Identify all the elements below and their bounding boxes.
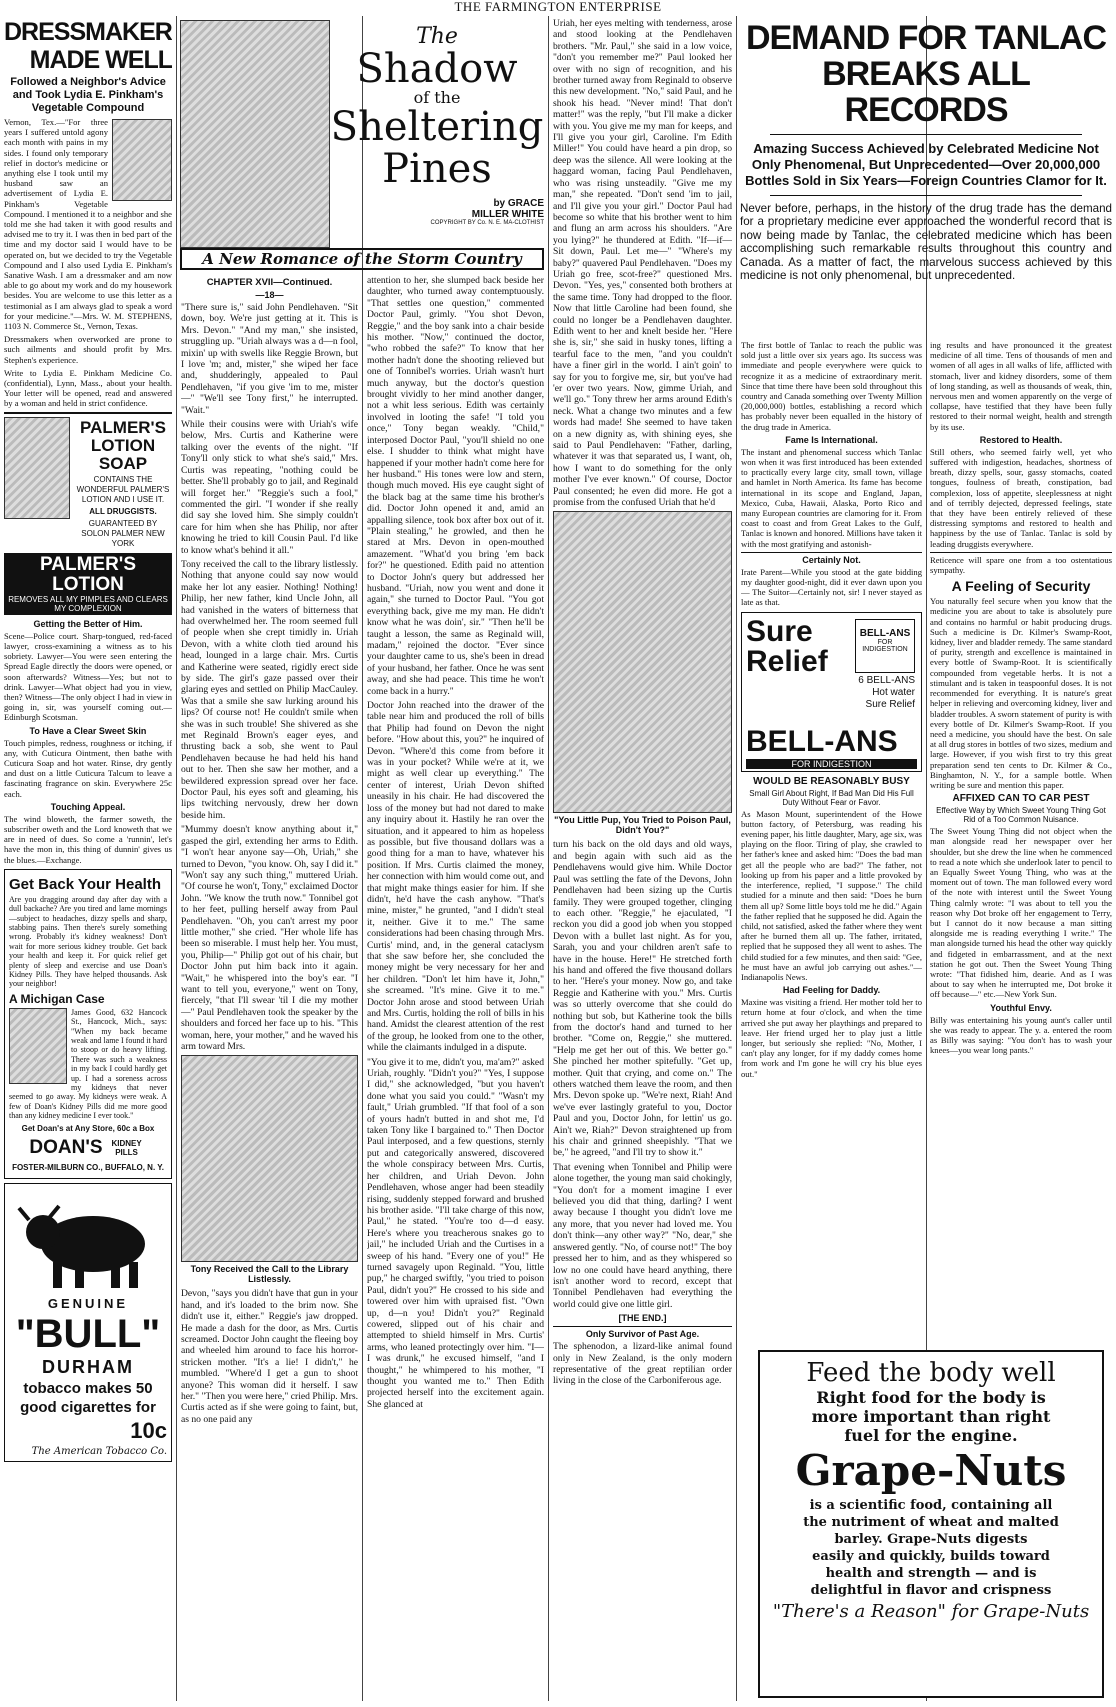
byline: by GRACE MILLER WHITE [471, 198, 544, 220]
ad-body: Dressmakers when overworked are prone to such ailments and should profit by Mrs. Stephen's experience. [4, 334, 172, 365]
bull-price: 10c [130, 1417, 167, 1443]
story-paragraph: Doctor John reached into the drawer of the table near him and produced the roll of bills that Philip had found on Devon the night before. "How about this, you?" he inquired of Devon. "Where'd this come from before it was in your pocket? While we're at it, we might as well clear up everything." The center of interest, Uriah Devon shifted uneasily in his chair. He had discovered the loss of the money but had not dared to make any inquiry about it. Hastily he ran over the situation, and it appeared to him as hopeless as possible, but five thousand dollars was a good thing for a man to have, whatever his position. If Mrs. Curtis claimed the money, her connection with him would come out, and that might make things easier for him. If she didn't, he'd have the cash anyhow. "That's mine, mister," he grunted, "and I didn't steal it, neither. Give it to me." The same considerations had been chasing through Mrs. Curtis' mind, and, in the general cataclysm that she saw before her, she concluded the money might be very necessary for her and her children. "Don't let him have it, John," she screamed. "It's mine. Give it to me." Doctor John arose and stood between Uriah and Mrs. Curtis, holding the roll of bills in his hand. Amidst the clearest attention of the rest of the group, he looked from one to the other, while the claimants indulged in a dispute. [367, 700, 544, 1054]
grape-text: Right food for the body is [816, 1388, 1046, 1407]
ad-line: Get Doan's at Any Store, 60c a Box [21, 1123, 155, 1133]
package-label: BELL-ANS [859, 627, 911, 639]
ad-body: James Good, 632 Hancock St., Hancock, Mich., says: "When my back became weak and lame I found it hard to stoop or do heavy lifting. There was such a weakness in my back I could hardly get up. I had a soreness across my kidneys that never seemed to go away. My kidneys were weak. A few of Doan's Kidney Pills did me more good than any kidney medicine I ever took." [9, 1007, 167, 1121]
ad-headline: MADE WELL [29, 46, 172, 74]
article-body: As Mason Mount, superintendent of the Howe button factory, of Petersburg, was reading his evening paper, his little daughter, Mary, age six, was playing on the floor. Tiring of play, she crawled to her father's knee and asked him: "Does the bad man get all the people who are bad?" The father, not looking up from his paper and a little provoked by the interference, replied, "I suppose." The child studied for a minute and then said: "Does he burn them all up? Some little boys told me he did." Again the father replied that he supposed he did. Again the child, not satisfied, asked the father where they went after he burned them all up. The father, irritated, replied that he supposed they all went to ashes. The child studied for a few minutes, and then said: "Gee, he must have an awful job carrying out ashes."—Indianapolis News. [741, 808, 922, 982]
story-end: [THE END.] [618, 1313, 667, 1324]
article-body: Touch pimples, redness, roughness or itching, if any, with Cuticura Ointment, then bathe with Cuticura Soap and hot water. Rinse, dry gently and dust on a little Cuticura Talcum to leave a fascinating fragrance on skin. Everywhere 25c each. [4, 737, 172, 799]
ad-body: Write to Lydia E. Pinkham Medicine Co. (confidential), Lynn, Mass., about your health. Your letter will be opened, read and answered by a woman and held in strict confidence. [4, 367, 172, 409]
ad-headline: Get Back Your Health [9, 875, 161, 893]
ad-subheadline: A Michigan Case [9, 991, 105, 1006]
article-body: The Sweet Young Thing did not object when the man alongside read her newspaper over her shoulder, but she drew the line when he commenced to read a note which she underlook later to pencil to an Equally Sweet Young Thing, who was at the moment out of town. The man followed every word of the note with interest until the Sweet Young Thing calmly wrote: "I was about to tell you the reason why Dot broke off her engagement to Terry, but I cannot do it now because a man sitting alongside me is reading everything I write." The man alongside turned his head the other way quickly and fidgeted in embarrassment, and at the next station he got out. Then the Sweet Young Thing wrote: "That fidished him, dearie. And as I was about to say when he interrupted me, Dot broke it off because—" etc.—New York Sun. [930, 826, 1112, 1000]
article-title: A Feeling of Security [951, 578, 1091, 595]
story-paragraph: attention to her, she slumped back beside her daughter, who turned away contemptuously. "That settles one question," commented Doctor Paul, grimly. "You shot Devon, Reggie," and the boy sank into a chair beside his mother. "Now," continued the doctor, "who robbed the safe?" To know that her mother hadn't done the shooting relieved but one of Tonnibel's worries. Uriah wasn't hurt much anyway, but the doctor's question brought vividly to her mind another danger, not a whit less serious. Edith was certainly involved in looting the safe! "I told you once," Tony began weakly. "Child," interposed Doctor Paul, "you'll shield no one else. I shudder to think what might have happened if your mother hadn't come here for her husband." His tones were low and stern, though much moved. His eye caught sight of the black bag at the same time his brother's did. Doctor John opened it and, amid an appalling silence, took box after box out of it. "Plain stealing," he growled, and then he stared at Mrs. Devon in open-mouthed amazement. "What'd you bring 'em back for?" he questioned. Edith paid no attention to Doctor John's query but addressed her husband. "Uriah, now you went and done it again," she turned to Doctor Paul. "You got everything back, give me my man. He didn't know what he was doin', sir." "Then he'll be taught a lesson, the same as Reginald will, madam," rejoined the doctor. "Ever since your daughter came to us, she's been in dread of your husband, her father. Once he was sent away, and she had peace. This time he won't come back in a hurry." [367, 275, 544, 697]
article-subhead: Small Girl About Right, If Bad Man Did His Full Duty Without Fear or Favor. [749, 788, 914, 807]
package-label: FOR INDIGESTION [862, 638, 908, 653]
bull-genuine: GENUINE [47, 1295, 129, 1311]
brand-name: DOAN'S [29, 1136, 103, 1158]
article-body: Reticence will spare one from a too ostentatious sympathy. [930, 554, 1112, 576]
story-title: of the [413, 88, 461, 107]
bellans-headline: Relief [746, 644, 828, 678]
palmer-banner-sub: REMOVES ALL MY PIMPLES AND CLEARS MY COMPLEXION [8, 594, 168, 613]
story-banner: A New Romance of the Storm Country [180, 248, 544, 270]
story-paragraph: Uriah, her eyes melting with tenderness, arose and stood looking at the Pendlehaven brothers. "Mr. Paul," she said in a low voice, "don't you remember me?" Paul looked her over with no sign of recognition, and his brother turned away from Reginald to observe this new development. "No," said Paul, and he shook his head. "Never mind! That don't matter!" was the reply, "but I'll make a dicker with you. You give me my man for keeps, and I'll give you your girl, Caroline. I'm Edith Miller!" You could have heard a pin drop, so deep was the silence. All were looking at the haggard woman, facing Paul Pendlehaven, who was rising unsteadily. "Give me my man," she repeated. "Don't send 'im to jail, and I'll give you your girl." Doctor Paul had become so white that his brother went to him and flung an arm across his shoulders. "Are you lying?" he thundered at Edith. "If—if— Sit down, Paul. Let me—" "Where's my baby?" quavered Paul Pendlehaven. "Does my Uriah go free, scot-free?" questioned Mrs. Devon. "Yes, yes," consented both brothers at the same time. Tony had dropped to the floor. Now that little Caroline had been found, she could no longer be a Pendlehaven daughter. Edith went to her and knelt beside her. "Here she is, sir," she said in husky tones, lifting a tearful face to the men, "and you couldn't have a finer girl in the world. I ain't goin' to say for you to forgive me, sir, but you've had 'er over two years. Now, gimme Uriah, and we'll go." Tony threw her arms around Edith's neck. What a change two minutes and a few words had made! She seemed to have taken on a new dignity as, with shining eyes, she said to Paul Pendlehaven: "Father, darling, whatever it was that separated us, I want, oh, how I want to do something for the only mother I've ever known." Of course, Doctor Paul consented; he even did more. He got a promise from the confused Uriah that he'd [553, 18, 732, 509]
article-body: The sphenodon, a lizard-like animal found only in New Zealand, is the only modern representative of the great reptilian order living in the close of the Carboniferous age. [553, 1341, 732, 1387]
story-title: Pines [382, 146, 492, 192]
grape-text: the nutriment of wheat and malted [803, 1515, 1059, 1530]
palmer-banner: PALMER'S LOTION [39, 553, 136, 595]
grape-tagline: "There's a Reason" for Grape-Nuts [772, 1601, 1090, 1622]
company-signature: The American Tobacco Co. [31, 1445, 167, 1457]
article-body: The instant and phenomenal success which Tanlac won when it was first introduced has been extended to practically every large city, small town, village and hamlet in North America. Its fame has become international in its scope and England, Japan, Mexico, Cuba, Hawaii, Alaska, Porto Rico and many European countries are clamoring for it. From coast to coast and from Great Lakes to the Gulf, Tanlac is known and honored. Millions have taken it with the most gratifying and astonish- [741, 446, 922, 549]
tanlac-headline: DEMAND FOR TANLAC [745, 20, 1107, 57]
pines-illustration [180, 20, 330, 248]
article-body: Irate Parent—While you stood at the gate bidding my daughter good-night, did it ever dawn upon you— The Suitor—Certainly not, sir! I never stayed as late as that. [741, 566, 922, 608]
column-3 [367, 275, 544, 1703]
column-4 [553, 18, 732, 1703]
palmer-text: GUARANTEED BY SOLON PALMER NEW YORK [81, 518, 165, 548]
portrait-illustration [112, 119, 172, 201]
article-body: Scene—Police court. Sharp-tongued, red-faced lawyer, cross-examining a witness as to his sobriety. Lawyer—You were seen entering the Spread Eagle directly the doors were opened, or soon afterwards? Witness—Yes; but not to drink. Lawyer—What object had you in view, then? Witness—The only object I had in view in going in, sir, was yourself coming out.—Edinburgh Scotsman. [4, 630, 172, 723]
grape-text: barley. Grape-Nuts digests [834, 1532, 1028, 1547]
article-subhead: Restored to Health. [979, 434, 1063, 445]
story-title: Shadow [356, 46, 518, 92]
column-rule [176, 16, 177, 1701]
story-paragraph: Devon, "says you didn't have that gun in your hand, and it's loaded to the brim now. She didn't use it, either." Reggie's jaw dropped. He made a dash for the door, as Mrs. Curtis screamed. Doctor John caught the fleeing boy and wheeled him around to face his horror-stricken mother. "It's a lie! I didn't," he mumbled. "Where'd I get a gun to shoot anyone? This woman did it herself. I saw her." "Then you were here," cried Philip. Mrs. Curtis acted as if she were going to faint, but, as no one paid any [181, 1288, 358, 1425]
man-illustration [9, 1008, 67, 1084]
article-body: ing results and have pronounced it the greatest medicine of all time. Tens of thousands of men and women of all ages in all walks of life, afflicted with stomach, liver and kidney disorders, some of them of long standing, as well as thousands of weak, thin, nervous men and women apparently on the verge of collapse, have testified that they have been fully restored to their normal weight, health and strength by its use. [930, 340, 1112, 432]
article-title: Only Survivor of Past Age. [585, 1329, 700, 1340]
pinkham-ad [4, 18, 172, 409]
column-2 [181, 275, 358, 1703]
masthead: THE FARMINGTON ENTERPRISE [454, 0, 662, 14]
story-paragraph: Tony received the call to the library listlessly. Nothing that anyone could say now would make her lot any easier. Nothing! Nothing! Philip, her new father, kind Uncle John, all had vanished in the waters of bitterness that had overwhelmed her. The room seemed full of people when she crept timidly in. Uriah Devon, with a white cloth tied around his head, lounged in a large chair. Mrs. Curtis and Katherine were seated, rigidly erect side by side. The girl's gaze passed over their glaring eyes and settled on Philip MacCauley. Was that a smile she saw lurking around his lips? Of course not! He couldn't smile when she was in such trouble! She shivered as she met Reginald Brown's eager eyes, and thrusting back a sob, she went to Paul Pendlehaven because he had held his hand out to her. Then she saw her mother, and a bewildered expression spread over her face. Doctor Paul, his eyes soft and gleaming, his lips twitching nervously, drew her down beside him. [181, 558, 358, 821]
ad-subheadline: Followed a Neighbor's Advice and Took Lydia E. Pinkham's Vegetable Compound [10, 76, 166, 114]
palmer-text: CONTAINS THE WONDERFUL PALMER'S LOTION AND I USE IT. [76, 474, 170, 504]
grape-headline: Feed the body well [806, 1358, 1056, 1388]
illustration-caption: Tony Received the Call to the Library Listlessly. [190, 1264, 349, 1285]
article-body: You naturally feel secure when you know that the medicine you are about to take is absolutely pure and contains no harmful or habit producing drugs. Such a medicine is Dr. Kilmer's Swamp-Root, kidney, liver and bladder remedy. The same standard of purity, strength and excellence is maintained in every bottle of Swamp-Root. It is scientifically compounded from vegetable herbs. It is not a stimulant and is taken in teaspoonful doses. It is not recommended for everything. It is nature's great helper in relieving and overcoming kidney, liver and bladder troubles. A sworn statement of purity is with every bottle of Dr. Kilmer's Swamp-Root. If you need a medicine, you should have the best. On sale at all drug stores in bottles of two sizes, medium and large. However, if you wish first to try this great preparation send ten cents to Dr. Kilmer & Co., Binghamton, N. Y., for a sample bottle. When writing be sure and mention this paper. [930, 596, 1112, 790]
column-1 [4, 18, 172, 1703]
article-subhead: Effective Way by Which Sweet Young Thing Got Rid of a Too Common Nuisance. [936, 806, 1106, 825]
article-title: Certainly Not. [802, 554, 861, 565]
story-header [180, 20, 544, 270]
story-title: Sheltering [330, 104, 544, 150]
grape-text: health and strength — and is [825, 1566, 1037, 1581]
bellans-package [855, 619, 915, 673]
tanlac-header [740, 20, 1112, 338]
palmer-ad [4, 412, 172, 615]
column-rule [736, 16, 737, 1701]
story-paragraph: "Mummy doesn't know anything about it," gasped the girl, extending her arms to Edith. "I won't hear anyone say—Oh, Uriah," she turned to Devon, "you know. Oh, say I did it." "Won't say any such thing," muttered Uriah. "Of course he won't, Tony," exclaimed Doctor John. "We know the truth now." Tonnibel got to her feet, pulling herself away from Paul Pendlehaven. "Oh, you can't arrest my poor little mother," she cried. "Her whole life has been so miserable. I must help her. You must, you, Philip—" Philip got out of his chair, but Doctor John put him back into it again. "Wait," he whispered into the boy's ear. "I want to tell you, everyone," went on Tony, fiercely, "that I'll swear 'til I die my mother—" Paul Pendlehaven took the speaker by the shoulders and forced her face up to his. "This woman, here, your mother," and he waved his arm toward Mrs. [181, 824, 358, 1052]
chapter-heading: CHAPTER XVII—Continued. [206, 277, 333, 288]
grape-text: delightful in flavor and crispness [810, 1583, 1052, 1598]
article-title: Youthful Envy. [990, 1002, 1052, 1013]
bull-name: "BULL" [15, 1311, 161, 1356]
bellans-text: 6 BELL-ANS [858, 674, 915, 686]
article-body: Billy was entertaining his young aunt's caller until she was ready to appear. The y. a. entered the room as Billy was saying: "You don't has to wash your knees—you wear long pants." [930, 1014, 1112, 1056]
company-name: FOSTER-MILBURN CO., BUFFALO, N. Y. [12, 1162, 164, 1172]
illustration-caption: "You Little Pup, You Tried to Poison Paul, Didn't You?" [554, 815, 731, 836]
grape-text: easily and quickly, builds toward [812, 1549, 1050, 1564]
tanlac-lead: Never before, perhaps, in the history of the drug trade has the demand for a proprietary medicine ever approached the wonderful record that is now being made by Tanlac, the celebrated medicine which has been accomplishing such remarkable results throughout this country and Canada. As a matter of fact, the marvelous success achieved by this medicine is not only phenomenal, but unprecedented. [740, 202, 1112, 283]
bull-durham-ad [4, 1183, 172, 1462]
article-title: Touching Appeal. [50, 801, 126, 812]
bull-tagline: good cigarettes for [20, 1398, 156, 1416]
article-body: The wind bloweth, the farmer soweth, the subscriber oweth and the Lord knoweth that we are in need of dues. So come a 'runnin', let's have the mon in, this thing of dunnin' gives us the blues.—Exchange. [4, 813, 172, 865]
article-body: The first bottle of Tanlac to reach the public was sold just a little over six years ago. Its success was immediate and people everywhere were quick to recognize it as a medicine of extraordinary merit. Since that time there have been sold throughout this country and Canada something over Twenty Million (20,000,000) bottles, establishing a record which has probably never been equalled in the history of the drug trade in America. [741, 340, 922, 432]
bull-durham: DURHAM [42, 1356, 134, 1377]
story-title: The [416, 24, 458, 49]
article-title: Had Feeling for Daddy. [782, 985, 881, 996]
bellans-brand: BELL-ANS [746, 724, 898, 758]
column-rule [548, 16, 549, 1701]
story-paragraph: "There sure is," said John Pendlehaven. "Sit down, boy. We're just getting at it. This is Mrs. Devon." "And my man," she insisted, struggling up. "Uriah always was a d—n fool, mixin' up with swells like Reggie Brown, but I love 'm; and, mister," she wiped her face and, shudderingly, appealed to Paul Pendlehaven, "if you give 'im to me, mister—" "We'll see Tony first," he interrupted. "Wait." [181, 302, 358, 416]
bellans-ad [741, 612, 922, 772]
library-illustration [181, 1055, 358, 1262]
grape-text: more important than right [811, 1407, 1051, 1426]
grape-brand: Grape-Nuts [795, 1446, 1067, 1495]
doans-ad [4, 869, 172, 1179]
story-paragraph: That evening when Tonnibel and Philip were alone together, the young man said chokingly, "You don't for a moment imagine I ever believed you did that thing, darling? I went away because I thought you didn't love me any more, that you never had loved me. You don't think—any other way?" "No, dear," she answered gently. "No, of course not!" The boy pressed her to him, and as they whispered so low no one could have heard anything, there isn't another word to record, except that Tonnibel Pendlehaven had everything the world could give one little girl. [553, 1161, 732, 1310]
bull-tagline: tobacco makes 50 [23, 1379, 153, 1397]
confrontation-illustration [553, 511, 732, 813]
article-subhead: Fame Is International. [785, 434, 878, 445]
bellans-text: Sure Relief [865, 698, 915, 710]
grape-text: is a scientific food, containing all [809, 1498, 1053, 1513]
bellans-banner: FOR INDIGESTION [746, 759, 917, 769]
palmer-title: PALMER'S LOTION SOAP [80, 417, 166, 473]
story-paragraph: While their cousins were with Uriah's wife below, Mrs. Curtis and Katherine were talking over the events of the night. "If Tony'll only stick to what she's said," Mrs. Curtis was repeating, "nothing could be better. She'll probably go to jail, and Reginald will forget her." "Reggie's such a fool," commented the girl. "I wonder if she really did say she loved him. She simply couldn't care for him when she has Philip, nor after knowing he tried to kill Cousin Paul. I'd like to know what's behind it all." [181, 419, 358, 556]
grape-text: fuel for the engine. [844, 1426, 1018, 1445]
tanlac-headline: BREAKS ALL RECORDS [822, 55, 1030, 129]
article-title: WOULD BE REASONABLY BUSY [753, 775, 910, 787]
article-title: To Have a Clear Sweet Skin [29, 725, 147, 736]
article-title: Getting the Better of Him. [33, 618, 143, 629]
palmer-text: ALL DRUGGISTS. [89, 506, 157, 516]
story-paragraph: turn his back on the old days and old ways, and begin again with such aid as the Pendlehavens would give him. While Doctor Paul was settling the fate of the Devons, John Pendlehaven had been sizing up the Curtis family. They were grouped together, clinging to each other. "Reggie," he ejaculated, "I reckon you did a good job when you stopped Devon with a bullet last night. As for you, Sarah, you and your children aren't safe to have in the house. Here!" He stretched forth his hand and offered the five thousand dollars to her. "Here's your money. Now go, and take Reggie and Katherine with you." Mrs. Curtis was so utterly overcome that she could do nothing but sob, but Katherine took the bills from the doctor's hand and turned to her brother. "Come on, Reggie," she muttered. "Help me get her out of this. We better go." She pinched her mother spitefully. "Get up, mother. Quit that crying, and come on." The others watched them leave the room, and then Mrs. Devon spoke up. "We're next, Riah! And we've ever lastingly grateful to you, Doctor Paul and you, Doctor John, for lettin' us go. Ain't we, Riah?" Devon straightened up from his chair and grinned sheepishly. "That we be," he agreed, "and I'll try to show it." [553, 839, 732, 1159]
bellans-text: Hot water [872, 686, 915, 698]
article-body: Still others, who seemed fairly well, yet who suffered with indigestion, headaches, shortness of breath, dizzy spells, sour, gassy stomachs, coated tongues, foulness of breath, constipation, bad complexion, loss of appetite, sleeplessness at night and of terribly dejected, depressed feelings, state that they have been entirely relieved of these distressing symptoms and restored to health and happiness by the use of Tanlac. Tanlac is sold by leading druggists everywhere. [930, 446, 1112, 549]
bull-icon [13, 1192, 163, 1292]
ad-body: Vernon, Tex.—"For three years I suffered untold agony each month with pains in my sides. I found only temporary relief in doctor's medicine or anything else I took until my husband saw an advertisement of Lydia E. Pinkham's Vegetable Compound. I mentioned it to a neighbor and she told me she had taken it with good results and advised me to try it. I was then in bed part of the time and my doctor said I would have to be operated on, but we decided to try the Vegetable Compound and I also used Lydia E. Pinkham's Sanative Wash. I am a dressmaker and am now able to go about my work and do my housework besides. You are welcome to use this letter as a testimonial as I am always glad to speak a word for your medicine."—Mrs. W. M. STEPHENS, 1103 N. Commerce St., Vernon, Texas. [4, 117, 172, 332]
grape-nuts-ad [758, 1350, 1104, 1698]
story-paragraph: "You give it to me, didn't you, ma'am?" asked Uriah, roughly. "Didn't you?" "Yes, I suppose I did," she acknowledged, "but you haven't done what you said you could." "Wasn't my fault," Uriah grumbled. "If that fool of a son of yours hadn't butted in and shot me, I'd taken Tony like I bargained to." Then Doctor Paul interposed, and a few questions, sternly put and categorically answered, discovered the whole conspiracy between Mrs. Curtis, her children, and Uriah Devon. John Pendlehaven, whose anger had been steadily rising, suddenly stepped forward and brushed his brother aside. "I'll take charge of this now, Paul," he stated. "You're too d—d easy. Here's where you treacherous snakes go to jail," he included Uriah and the Curtises in a sweep of his hand. "Every one of you!" He turned savagely upon Reginald. "You, little pup," he charged swiftly, "you tried to poison Paul, didn't you?" He crossed to his side and towered over him with upraised fist. "Own up, d—n you! Didn't you?" Reginald cowered, slipped out of his chair and attempted to shield himself in Mrs. Curtis' arms, who leaned protectingly over him. "I—I was drunk," he excused himself, "and I thought," he whimpered to his mother, "I thought you wanted me to." Then Edith projected herself into the excitement again. She glanced at [367, 1056, 544, 1410]
chapter-number: —18— [255, 290, 284, 300]
woman-illustration [4, 417, 70, 519]
article-title: AFFIXED CAN TO CAR PEST [952, 793, 1090, 805]
ad-headline: DRESSMAKER [4, 18, 172, 46]
tanlac-subheadline: Amazing Success Achieved by Celebrated Medicine Not Only Phenomenal, But Unprecedented—Over 20,000,000 Bottles Sold in Six Years—Foreign Countries Clamor for It. [745, 141, 1107, 188]
copyright: COPYRIGHT BY Co. N. E. MA-CLOTHIST [430, 220, 544, 226]
bellans-headline: Sure [746, 614, 813, 648]
brand-sub: KIDNEY PILLS [111, 1138, 142, 1157]
article-body: Maxine was visiting a friend. Her mother told her to return home at four o'clock, and when the time arrived she put away her playthings and prepared to leave. Her friend urged her to play just a little longer, but seriously she replied: "No, Mother, I can't play any longer, for if my daddy comes home from work and I'm gone he will cry his blue eyes out." [741, 997, 922, 1079]
ad-body: Are you dragging around day after day with a dull backache? Are you tired and lame mornings—subject to headaches, dizzy spells and sharp, stabbing pains. Then there's surely something wrong. Probably it's kidney weakness! Don't wait for more serious kidney trouble. Get back your health and keep it. For quick relief get plenty of sleep and exercise and use Doan's Kidney Pills. They have helped thousands. Ask your neighbor! [9, 894, 167, 989]
